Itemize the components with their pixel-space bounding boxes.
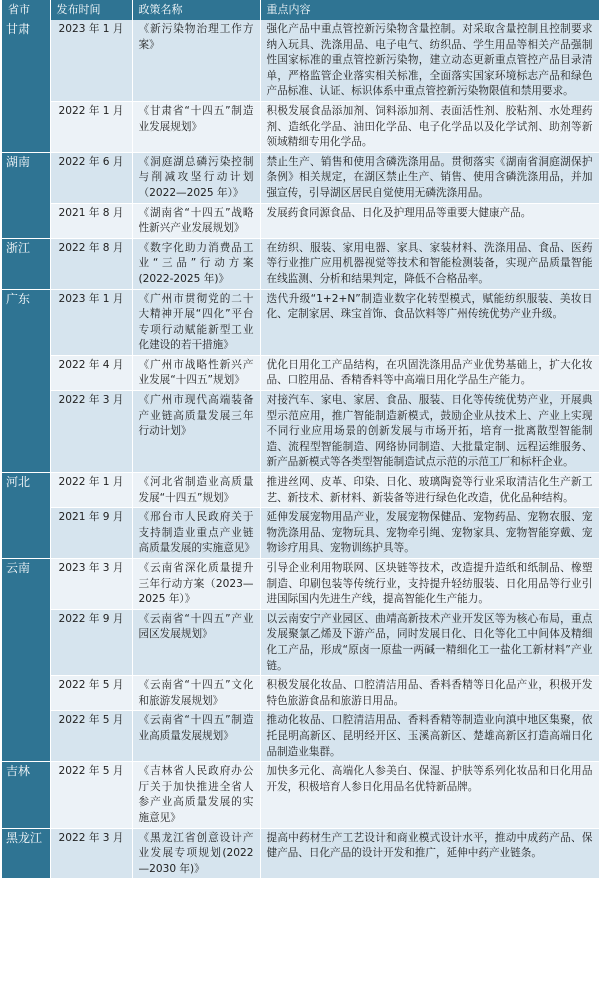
policy-name-cell: 《广州市贯彻党的二十大精神开展“四化”平台专项行动赋能新型工业化建设的若干措施》 [132, 289, 260, 355]
content-cell: 提高中药材生产工艺设计和商业模式设计水平，推动中成药产品、保健产品、日化产品的设计开发和推广，延伸中药产业链条。 [260, 828, 599, 879]
table-row [2, 101, 599, 152]
policy-name-cell: 《云南省深化质量提升三年行动方案（2023—2025 年）》 [132, 559, 260, 610]
policy-name-cell: 《广州市现代高端装备产业链高质量发展三年行动计划》 [132, 391, 260, 473]
time-cell: 2022 年 8 月 [50, 238, 132, 289]
time-cell: 2023 年 3 月 [50, 559, 132, 610]
table-row [2, 559, 599, 610]
content-cell: 推动化妆品、口腔清洁用品、香料香精等制造业向滇中地区集聚，依托昆明高新区、昆明经开区、玉溪高新区、楚雄高新区打造高端日化品制造业集群。 [260, 711, 599, 762]
content-cell: 以云南安宁产业园区、曲靖高新技术产业开发区等为核心布局，重点发展聚氯乙烯及下游产品，同时发展日化、日化等化工中间体及精细化工产品，形成“原卤一原盐一两碱一精细化工一盐化工新材料”产业链。 [260, 609, 599, 675]
content-cell: 积极发展食品添加剂、饲料添加剂、表面活性剂、胶粘剂、水处理药剂、造纸化学品、油田化学品、电子化学品以及化学试剂、助剂等新领域精细专用化学品。 [260, 101, 599, 152]
province-cell: 黑龙江 [2, 828, 50, 879]
policy-name-cell: 《邢台市人民政府关于支持制造业重点产业链高质量发展的实施意见》 [132, 508, 260, 559]
policy-name-cell: 《吉林省人民政府办公厅关于加快推进全省人参产业高质量发展的实施意见》 [132, 762, 260, 828]
table-header-row [2, 0, 599, 20]
table-row [2, 508, 599, 559]
table-row [2, 289, 599, 355]
policy-name-cell: 《黑龙江省创意设计产业发展专项规划(2022—2030 年)》 [132, 828, 260, 879]
table-row [2, 20, 599, 101]
time-cell: 2023 年 1 月 [50, 289, 132, 355]
policy-name-cell: 《广州市战略性新兴产业发展“十四五”规划》 [132, 355, 260, 390]
time-cell: 2022 年 9 月 [50, 609, 132, 675]
policy-name-cell: 《新污染物治理工作方案》 [132, 20, 260, 101]
policy-name-cell: 《云南省“十四五”制造业高质量发展规划》 [132, 711, 260, 762]
time-cell: 2022 年 6 月 [50, 152, 132, 203]
header-time: 发布时间 [50, 0, 132, 20]
table-row [2, 152, 599, 203]
time-cell: 2021 年 8 月 [50, 203, 132, 238]
policy-name-cell: 《洞庭湖总磷污染控制与削减攻坚行动计划（2022—2025 年）》 [132, 152, 260, 203]
policy-name-cell: 《云南省“十四五”产业园区发展规划》 [132, 609, 260, 675]
content-cell: 加快多元化、高端化人参美白、保湿、护肤等系列化妆品和日化用品开发，积极培育人参日化用品名优特新品牌。 [260, 762, 599, 828]
table-row [2, 828, 599, 879]
province-cell: 浙江 [2, 238, 50, 289]
content-cell: 强化产品中重点管控新污染物含量控制。对采取含量控制且控制要求纳入玩具、洗涤用品、电子电气、纺织品、学生用品等相关产品强制性国家标准的重点管控新污染物，建立动态更新重点管控产品目录清单，严格监管企业落实相关标准，全面落实国家环境标志产品和绿色产品标准、认证、标识体系中重点管控新污染物限值和禁用要求。 [260, 20, 599, 101]
policy-name-cell: 《数字化助力消费品工业“三品”行动方案(2022-2025 年)》 [132, 238, 260, 289]
province-cell: 湖南 [2, 152, 50, 238]
header-name: 政策名称 [132, 0, 260, 20]
time-cell: 2021 年 9 月 [50, 508, 132, 559]
table-row [2, 355, 599, 390]
province-cell: 广东 [2, 289, 50, 473]
table-row [2, 676, 599, 711]
time-cell: 2022 年 4 月 [50, 355, 132, 390]
content-cell: 引导企业利用物联网、区块链等技术，改造提升造纸和纸制品、橡塑制造、印刷包装等传统行业，支持提升轻纺服装、日化用品等行业引进国际国内先进生产线，提高智能化生产能力。 [260, 559, 599, 610]
time-cell: 2022 年 3 月 [50, 828, 132, 879]
policy-name-cell: 《湖南省“十四五”战略性新兴产业发展规划》 [132, 203, 260, 238]
table-row [2, 609, 599, 675]
content-cell: 禁止生产、销售和使用含磷洗涤用品。贯彻落实《湖南省洞庭湖保护条例》相关规定，在湖区禁止生产、销售、使用含磷洗涤用品，并加强宣传，引导湖区居民自觉使用无磷洗涤用品。 [260, 152, 599, 203]
table-body [2, 20, 599, 879]
time-cell: 2022 年 5 月 [50, 762, 132, 828]
table-row [2, 473, 599, 508]
policy-name-cell: 《甘肃省“十四五”制造业发展规划》 [132, 101, 260, 152]
time-cell: 2023 年 1 月 [50, 20, 132, 101]
time-cell: 2022 年 5 月 [50, 676, 132, 711]
province-cell: 吉林 [2, 762, 50, 828]
content-cell: 延伸发展宠物用品产业，发展宠物保健品、宠物药品、宠物农服、宠物洗涤用品、宠物玩具、宠物牵引绳、宠物家具、宠物智能穿戴、宠物诊疗用具、宠物训练护具等。 [260, 508, 599, 559]
content-cell: 积极发展化妆品、口腔清洁用品、香料香精等日化品产业，积极开发特色旅游食品和旅游日用品。 [260, 676, 599, 711]
content-cell: 优化日用化工产品结构，在巩固洗涤用品产业优势基础上，扩大化妆品、口腔用品、香精香料等中高端日用化学品生产能力。 [260, 355, 599, 390]
table-row [2, 762, 599, 828]
content-cell: 对接汽车、家电、家居、食品、服装、日化等传统优势产业，开展典型示范应用，推广智能制造新模式，鼓励企业从技术上、产业上实现不同行业应用场景的创新发展与市场开拓，培育一批离散型智能制造、流程型智能制造、网络协同制造、大批量定制、远程运维服务、新产品新模式等各类型智能制造试点示范的示范工厂和标杆企业。 [260, 391, 599, 473]
province-cell: 河北 [2, 473, 50, 559]
time-cell: 2022 年 1 月 [50, 473, 132, 508]
header-content: 重点内容 [260, 0, 599, 20]
content-cell: 在纺织、服装、家用电器、家具、家装材料、洗涤用品、食品、医药等行业推广应用机器视觉等技术和智能检测装备，实现产品质量智能在线监测、分析和结果判定，降低不合格品率。 [260, 238, 599, 289]
province-cell: 云南 [2, 559, 50, 762]
table-row [2, 203, 599, 238]
table-row [2, 711, 599, 762]
table-row [2, 238, 599, 289]
time-cell: 2022 年 3 月 [50, 391, 132, 473]
time-cell: 2022 年 5 月 [50, 711, 132, 762]
province-cell: 甘肃 [2, 20, 50, 152]
policy-name-cell: 《云南省“十四五”文化和旅游发展规划》 [132, 676, 260, 711]
policy-name-cell: 《河北省制造业高质量发展“十四五”规划》 [132, 473, 260, 508]
content-cell: 发展药食同源食品、日化及护理用品等重要大健康产品。 [260, 203, 599, 238]
time-cell: 2022 年 1 月 [50, 101, 132, 152]
header-province: 省市 [2, 0, 50, 20]
table-row [2, 391, 599, 473]
content-cell: 推进丝网、皮革、印染、日化、玻璃陶瓷等行业采取清洁化生产新工艺、新技术、新材料、新装备等进行绿色化改造，优化品种结构。 [260, 473, 599, 508]
policy-table [2, 0, 600, 879]
content-cell: 迭代升级“1+2+N”制造业数字化转型模式，赋能纺织服装、美妆日化、定制家居、珠宝首饰、食品饮料等广州传统优势产业升级。 [260, 289, 599, 355]
